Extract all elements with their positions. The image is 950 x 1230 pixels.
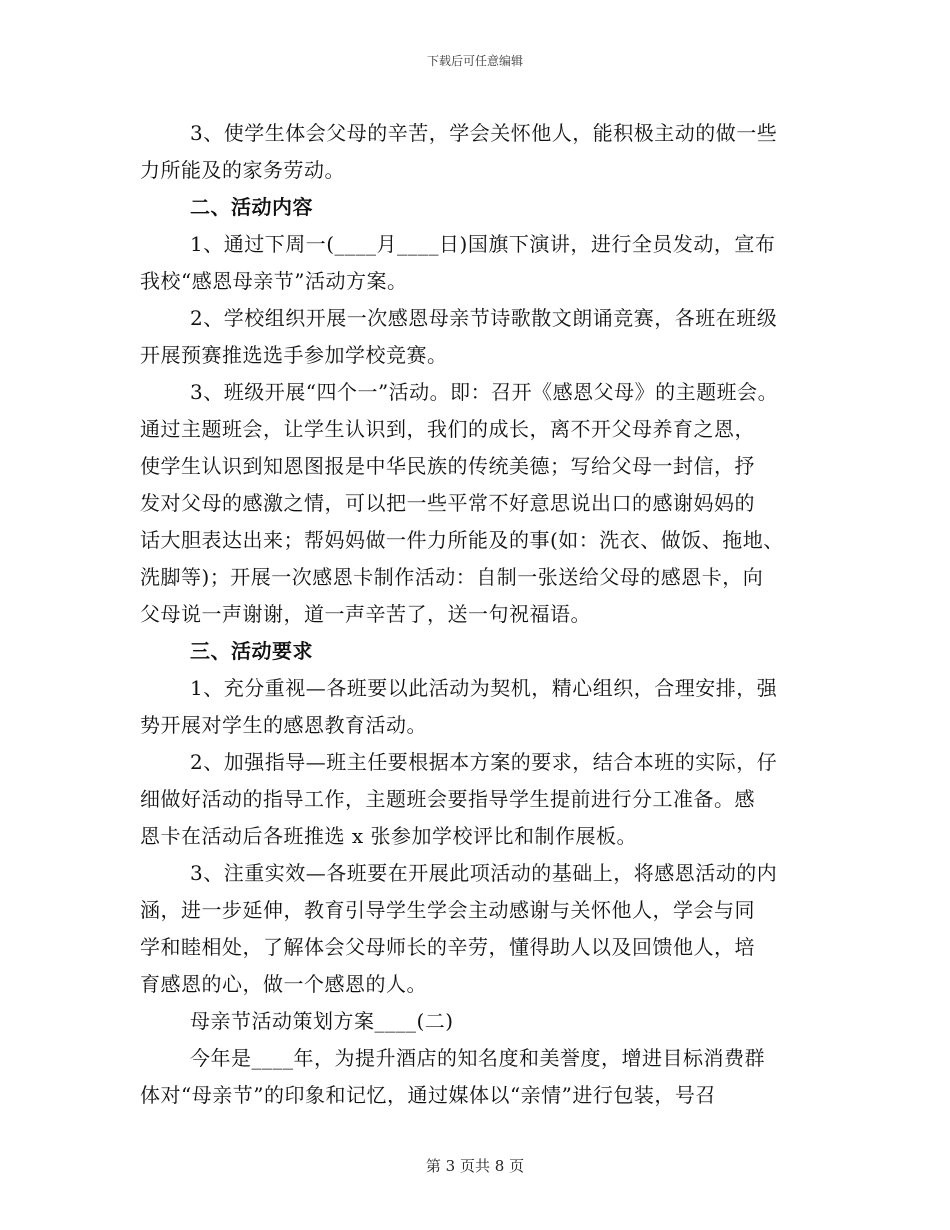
text-line: 1、充分重视—各班要以此活动为契机，精心组织，合理安排，强 (190, 676, 778, 700)
text-line: 涵，进一步延伸，教育引导学生学会主动感谢与关怀他人，学会与同 (140, 898, 755, 922)
text-line: 3、注重实效—各班要在开展此项活动的基础上，将感恩活动的内 (190, 861, 778, 885)
text-line: 开展预赛推选选手参加学校竞赛。 (140, 343, 448, 367)
text-line: 我校“感恩母亲节”活动方案。 (140, 269, 408, 293)
page-footer: 第 3 页共 8 页 (425, 1157, 525, 1175)
text-line: 3、使学生体会父母的辛苦，学会关怀他人，能积极主动的做一些 (190, 121, 778, 145)
text-line: 父母说一声谢谢，道一声辛苦了，送一句祝福语。 (140, 602, 591, 626)
text-line: 1、通过下周一(____月____日)国旗下演讲，进行全员发动，宣布 (190, 232, 776, 256)
text-line: 体对“母亲节”的印象和记忆，通过媒体以“亲情”进行包装，号召 (140, 1083, 716, 1107)
text-line: 细做好活动的指导工作，主题班会要指导学生提前进行分工准备。感 (140, 787, 755, 811)
text-line: 今年是____年，为提升酒店的知名度和美誉度，增进目标消费群 (190, 1046, 765, 1070)
text-line: 学和睦相处，了解体会父母师长的辛劳，懂得助人以及回馈他人，培 (140, 935, 755, 959)
page-header: 下载后可任意编辑 (426, 54, 523, 68)
text-line: 恩卡在活动后各班推选 x 张参加学校评比和制作展板。 (140, 824, 637, 848)
text-line: 势开展对学生的感恩教育活动。 (140, 713, 427, 737)
text-line: 话大胆表达出来；帮妈妈做一件力所能及的事(如：洗衣、做饭、拖地、 (140, 528, 784, 552)
text-line: 2、学校组织开展一次感恩母亲节诗歌散文朗诵竞赛，各班在班级 (190, 306, 778, 330)
text-line: 通过主题班会，让学生认识到，我们的成长，离不开父母养育之恩， (140, 417, 755, 441)
text-line: 使学生认识到知恩图报是中华民族的传统美德；写给父母一封信，抒 (140, 454, 755, 478)
text-line: 3、班级开展“四个一”活动。即：召开《感恩父母》的主题班会。 (190, 380, 779, 404)
text-line: 力所能及的家务劳动。 (140, 158, 345, 182)
section-heading: 三、活动要求 (190, 639, 313, 663)
text-line: 育感恩的心，做一个感恩的人。 (140, 972, 427, 996)
text-line: 发对父母的感激之情，可以把一些平常不好意思说出口的感谢妈妈的 (140, 491, 755, 515)
text-line: 洗脚等)；开展一次感恩卡制作活动：自制一张送给父母的感恩卡，向 (140, 565, 764, 589)
section-heading: 二、活动内容 (190, 195, 313, 219)
subtitle-line: 母亲节活动策划方案____(二) (190, 1009, 454, 1033)
text-line: 2、加强指导—班主任要根据本方案的要求，结合本班的实际，仔 (190, 750, 778, 774)
